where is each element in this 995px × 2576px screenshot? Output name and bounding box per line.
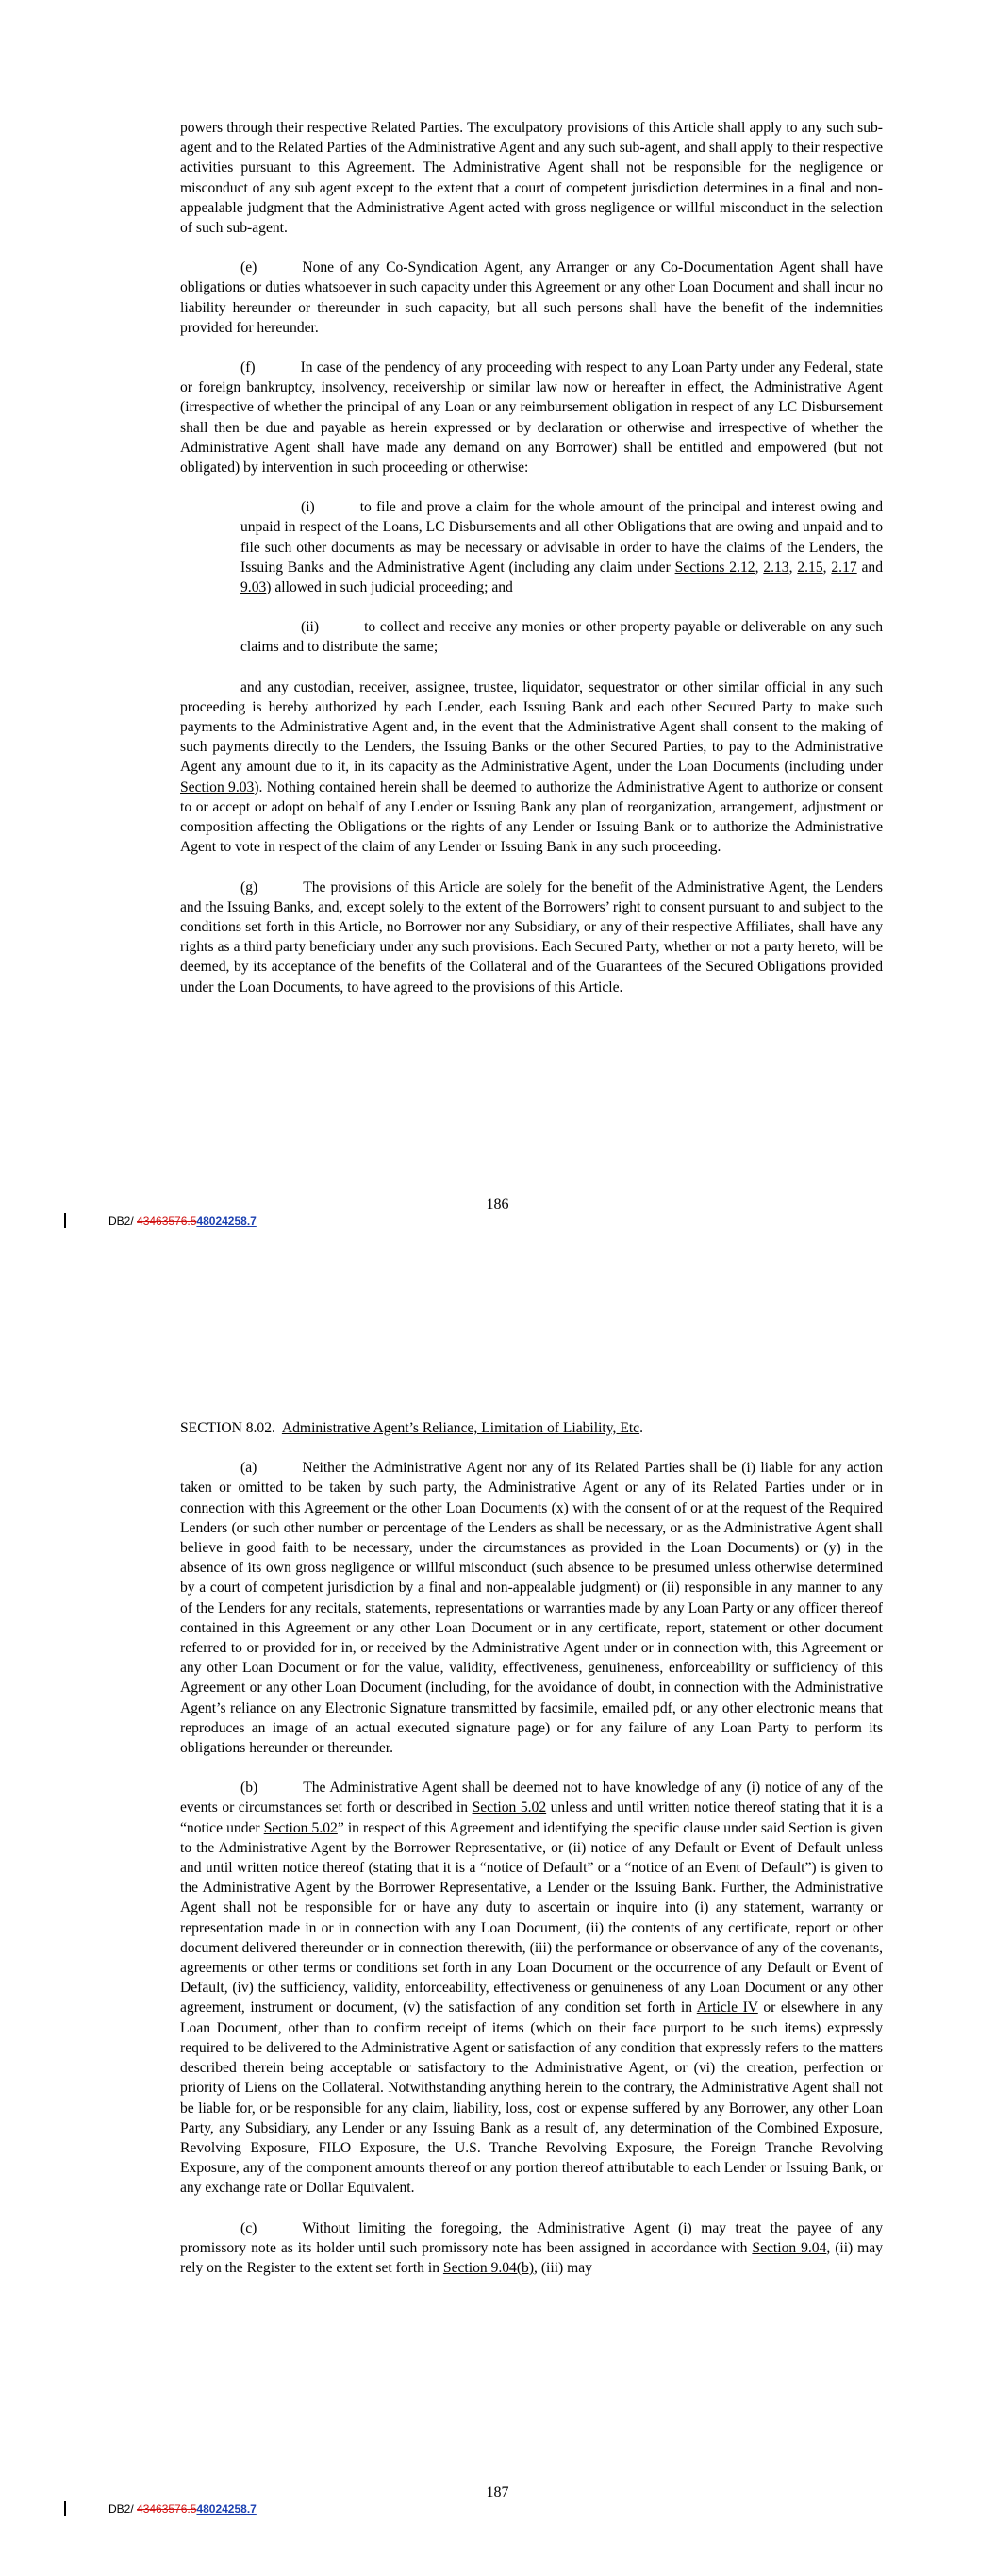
section-link-9-04-b[interactable]: Section 9.04(b) xyxy=(442,2259,535,2276)
section-link-9-03-b[interactable]: Section 9.03 xyxy=(180,778,255,795)
page-number: 186 xyxy=(486,1196,509,1213)
paragraph-custodian xyxy=(180,677,883,858)
paragraph-c-text-1: Without limiting the foregoing, the Administrative Agent (i) may treat the payee of any promissory note as its holder until such promissory note has been assigned in accordance with xyxy=(180,2219,883,2256)
item-i-text: to file and prove a claim for the whole amount of the principal and interest owing and unpaid in respect of the Loans, LC Disbursements and all other Obligations that are owing and unpaid and to file such other documents as may be necessary or advisable in order to have the claims of the Lenders, the Issuing Banks and the Administrative Agent (including any claim under xyxy=(240,499,883,576)
page-187-body xyxy=(180,1418,883,2298)
paragraph-continuation: powers through their respective Related Parties. The exculpatory provisions of this Article shall apply to any such sub-agent and to the Related Parties of the Administrative Agent and any such sub-agent, and shall apply to their respective activities pursuant to this Agreement. The Administrative Agent shall not be responsible for the negligence or misconduct of any sub agent except to the extent that a court of competent jurisdiction determines in a final and non-appealable judgment that the Administrative Agent acted with gross negligence or willful misconduct in the selection of such sub-agent. xyxy=(180,120,883,237)
doc-id-prefix: DB2/ xyxy=(108,1214,138,1228)
paragraph-e-text: None of any Co-Syndication Agent, any Arranger or any Co-Documentation Agent shall have obligations or duties whatsoever in such capacity under this Agreement or any other Loan Document and shall incur no liability hereunder or thereunder in such capacity, but all such persons shall have the benefit of the indemnities provided for hereunder. xyxy=(180,259,883,336)
page-number: 187 xyxy=(486,2484,509,2501)
section-link-9-04[interactable]: Section 9.04 xyxy=(752,2239,827,2256)
paragraph-b-text-1: The Administrative Agent shall be deemed not to have knowledge of any (i) notice of any of the events or circumstances set forth or described in xyxy=(180,1780,883,1816)
paragraph-e xyxy=(180,258,883,338)
paragraph-f-label: (f) xyxy=(240,360,256,376)
paragraph-g-text: The provisions of this Article are solely for the benefit of the Administrative Agent, the Lenders and the Issuing Banks, and, except solely to the extent of the Borrowers’ right to consent pursuant to and subject to the conditions set forth in this Article, no Borrower nor any Subsidiary, or any of their respective Affiliates, shall have any rights as a third party beneficiary under any such provisions. Each Secured Party, whether or not a party hereto, will be deemed, by its acceptance of the benefits of the Collateral and of the Guarantees of the Secured Obligations provided under the Loan Documents, to have agreed to the provisions of this Article. xyxy=(180,878,883,995)
paragraph-g xyxy=(180,878,883,997)
item-ii-label: (ii) xyxy=(301,619,320,636)
doc-id-deleted: 43463576.5 xyxy=(137,2502,197,2516)
section-link-9-03[interactable]: 9.03 xyxy=(240,579,267,596)
section-link-2-12[interactable]: Sections 2.12 xyxy=(674,559,755,576)
change-bar xyxy=(64,2501,66,2516)
section-title-end: . xyxy=(639,1420,644,1436)
document-page-187 xyxy=(0,1288,995,2576)
doc-id-inserted: 48024258.7 xyxy=(196,1214,257,1228)
paragraph-b xyxy=(180,1778,883,2198)
paragraph-c xyxy=(180,2218,883,2279)
paragraph-b-text-3: ” in respect of this Agreement and identifying the specific clause under said Section is given to the Administrative Agent by the Borrower Representative, or (ii) notice of any Default or Event of Default unless and until written notice thereof (stating that it is a “notice of Default” or a “notice of an Event of Default”) is given to the Administrative Agent by the Borrower Representative, a Lender or the Issuing Bank. Further, the Administrative Agent shall not be responsible for or have any duty to ascertain or inquire into (i) any statement, warranty or representation made in or in connection with any Loan Document, (ii) the contents of any certificate, report or other document delivered thereunder or in connection therewith, (iii) the performance or observance of any of the covenants, agreements or other terms or conditions set forth in any Loan Document or the occurrence of any Default or Event of Default, (iv) the sufficiency, validity, enforceability, effectiveness or genuineness of any Loan Document or any other agreement, instrument or document, (v) the satisfaction of any condition set forth in xyxy=(180,1819,883,2016)
paragraph-e-label: (e) xyxy=(240,259,257,276)
article-link-iv[interactable]: Article IV xyxy=(696,1999,758,2016)
section-link-2-13[interactable]: 2.13 xyxy=(763,559,789,576)
paragraph-a-text: Neither the Administrative Agent nor any of its Related Parties shall be (i) liable for any action taken or omitted to be taken by such party, the Administrative Agent or any of its Related Parties under or in connection with this Agreement or the other Loan Documents (x) with the consent of or at the request of the Required Lenders (or such other number or percentage of the Lenders as shall be necessary, or as the Administrative Agent shall believe in good faith to be necessary, under the circumstances as provided in the Loan Documents) or (y) in the absence of its own gross negligence or willful misconduct (such absence to be presumed unless otherwise determined by a court of competent jurisdiction by a final and non-appealable judgment) or (ii) responsible in any manner to any of the Lenders for any recitals, statements, representations or warranties made by any Loan Party or any officer thereof contained in this Agreement or any other Loan Document or in any certificate, report, statement or other document referred to or provided for in, or received by the Administrative Agent under or in connection with, this Agreement or any other Loan Document or for the value, validity, effectiveness, genuineness, enforceability or sufficiency of this Agreement or any other Loan Document (including, for the avoidance of doubt, in connection with the Administrative Agent’s reliance on any Electronic Signature transmitted by facsimile, emailed pdf, or any other electronic means that reproduces an image of an actual executed signature page) or for any failure of any Loan Party to perform its obligations hereunder or thereunder. xyxy=(180,1460,883,1757)
change-bar xyxy=(64,1213,66,1228)
doc-id-inserted: 48024258.7 xyxy=(196,2502,257,2516)
paragraph-f xyxy=(180,358,883,477)
paragraph-g-label: (g) xyxy=(240,878,258,895)
page-186-body xyxy=(180,118,883,1017)
paragraph-b-text-4: or elsewhere in any Loan Document, other than to confirm receipt of items (which on their face purport to be such items) expressly required to be delivered to the Administrative Agent or satisfaction of any condition that expressly refers to the matters described therein being acceptable or satisfactory to the Administrative Agent, or (vi) the creation, perfection or priority of Liens on the Collateral. Notwithstanding anything herein to the contrary, the Administrative Agent shall not be liable for, or be responsible for any claim, liability, loss, cost or expense suffered by any Borrower, any other Loan Party, any Subsidiary, any Lender or any Issuing Bank as a result of, any determination of the Combined Exposure, Revolving Exposure, FILO Exposure, the U.S. Tranche Revolving Exposure, the Foreign Tranche Revolving Exposure, any of the component amounts thereof or any portion thereof attributable to each Lender or Issuing Bank, or any exchange rate or Dollar Equivalent. xyxy=(180,1999,883,2197)
item-i: (i) to file and prove a claim for the whole amount of the principal and interest owing and unpaid in respect of the Loans, LC Disbursements and all other Obligations that are owing and unpaid and to file such other documents as may be necessary or advisable in order to have the claims of the Lenders, the Issuing Banks and the Administrative Agent (including any claim under Sections 2.12, 2.13, 2.15, 2.17 and 9.03) allowed in such judicial proceeding; and xyxy=(240,499,884,596)
doc-id-prefix: DB2/ xyxy=(108,2502,138,2516)
paragraph-custodian-text-2: ). Nothing contained herein shall be deemed to authorize the Administrative Agent to authorize or consent to or accept or adopt on behalf of any Lender or Issuing Bank any plan of reorganization, arrangement, adjustment or composition affecting the Obligations or the rights of any Lender or Issuing Bank or to authorize the Administrative Agent to vote in respect of the claim of any Lender or Issuing Bank in any such proceeding. xyxy=(180,778,883,856)
paragraph-a xyxy=(180,1458,883,1758)
section-label: SECTION 8.02. xyxy=(180,1420,275,1436)
item-ii xyxy=(240,617,883,657)
document-id xyxy=(108,2502,257,2516)
paragraph-b-text-2: unless and until written notice thereof stating that it is a “notice under xyxy=(180,1799,883,1836)
paragraph-b-label: (b) xyxy=(240,1780,258,1797)
paragraph-c-label: (c) xyxy=(240,2219,257,2236)
paragraph-custodian-text: and any custodian, receiver, assignee, trustee, liquidator, sequestrator or other similar official in any such proceeding is hereby authorized by each Lender, each Issuing Bank and each other Secured Party to make such payments to the Administrative Agent and, in the event that the Administrative Agent shall consent to the making of such payments directly to the Lenders, the Issuing Banks or the other Secured Parties, to pay to the Administrative Agent any amount due to it, in its capacity as the Administrative Agent, under the Loan Documents (including under xyxy=(180,678,883,776)
section-heading xyxy=(180,1418,883,1438)
section-link-2-15[interactable]: 2.15 xyxy=(797,559,823,576)
paragraph-c-text-3: , (iii) may xyxy=(534,2259,592,2276)
paragraph-c-text-2: , (ii) may rely on the Register to the extent set forth in xyxy=(180,2239,884,2276)
item-ii-text: to collect and receive any monies or other property payable or deliverable on any such claims and to distribute the same; xyxy=(240,619,883,656)
item-i-and: and xyxy=(861,559,884,576)
paragraph-a-label: (a) xyxy=(240,1460,257,1477)
section-title: Administrative Agent’s Reliance, Limitation of Liability, Etc xyxy=(281,1420,640,1436)
section-link-5-02-b[interactable]: Section 5.02 xyxy=(263,1819,338,1836)
section-link-5-02[interactable]: Section 5.02 xyxy=(472,1799,547,1816)
paragraph-f-text: In case of the pendency of any proceeding with respect to any Loan Party under any Federal, state or foreign bankruptcy, insolvency, receivership or similar law now or hereafter in effect, the Administrative Agent (irrespective of whether the principal of any Loan or any reimbursement obligation in respect of any LC Disbursement shall then be due and payable as herein expressed or by declaration or otherwise and irrespective of whether the Administrative Agent shall have made any demand on any Borrower) shall be entitled and empowered (but not obligated) by intervention in such proceeding or otherwise: xyxy=(180,360,883,477)
item-i-label: (i) xyxy=(301,499,315,516)
item-i-end: ) allowed in such judicial proceeding; and xyxy=(266,579,513,596)
document-id xyxy=(108,1214,257,1228)
section-link-2-17[interactable]: 2.17 xyxy=(831,559,857,576)
doc-id-deleted: 43463576.5 xyxy=(137,1214,197,1228)
